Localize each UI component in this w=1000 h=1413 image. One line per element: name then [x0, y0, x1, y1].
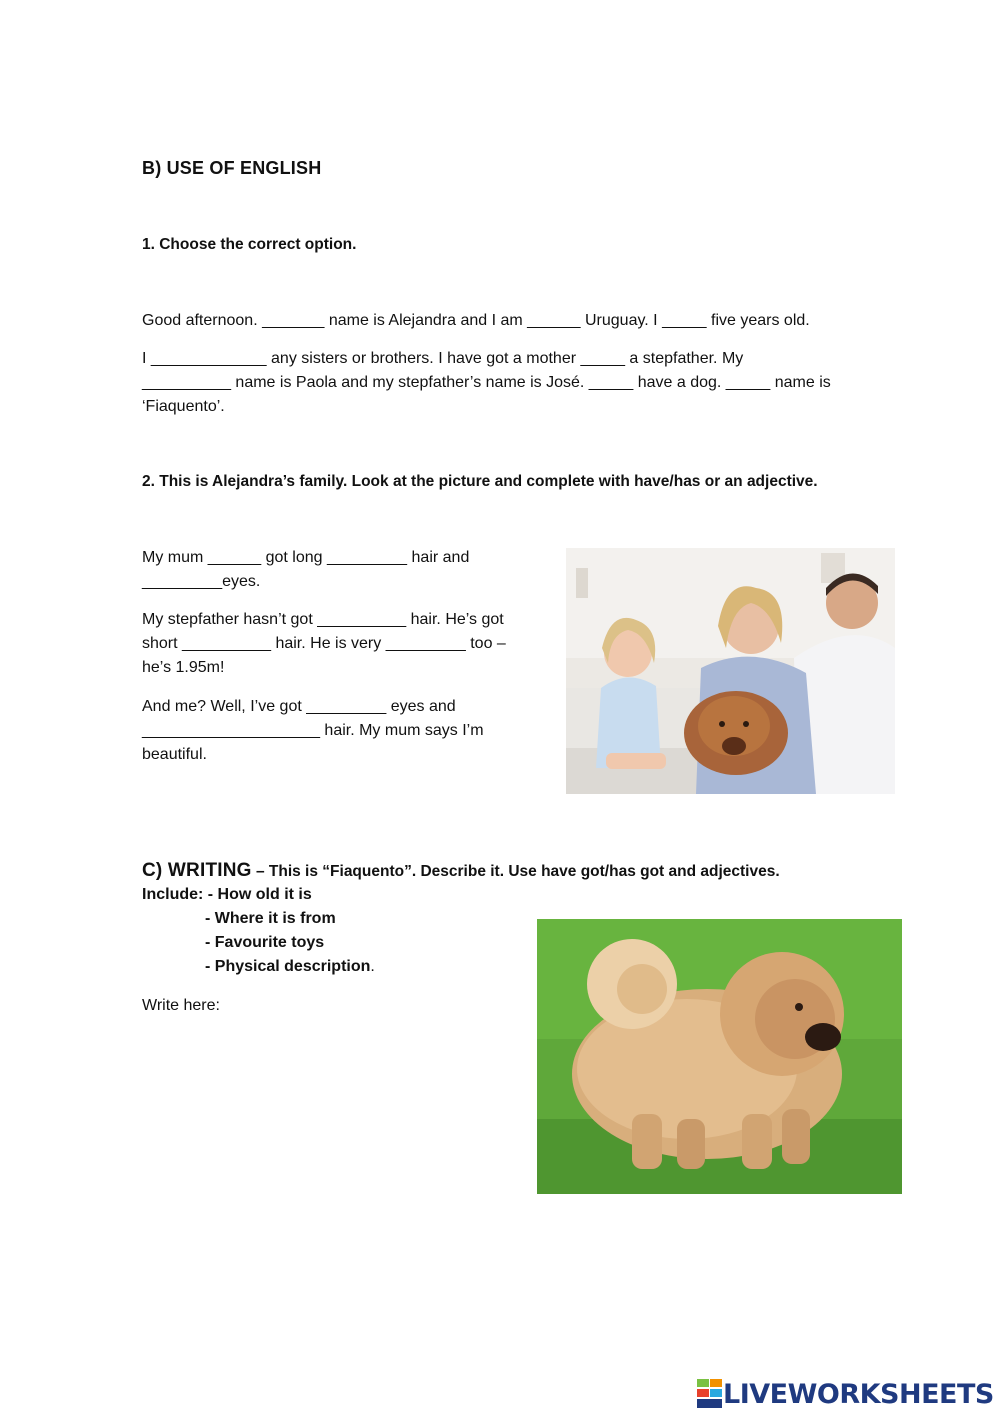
task1-paragraph-2 [142, 347, 872, 419]
task2-line: My mum ______ got long _________ hair and [142, 549, 470, 566]
task2-title: 2. This is Alejandra’s family. Look at the picture and complete with have/has or an adjective. [142, 473, 818, 490]
dog-photo-illustration [537, 919, 902, 1194]
family-photo [566, 548, 895, 794]
include-item: - Favourite toys [205, 934, 325, 951]
liveworksheets-logo-icon [697, 1379, 723, 1409]
include-item-period: . [370, 958, 375, 975]
include-line [142, 886, 312, 904]
liveworksheets-wordmark: LIVEWORKSHEETS [723, 1378, 994, 1410]
family-photo-illustration [566, 548, 895, 794]
task1-para2-line: __________ name is Paola and my stepfather’s name is José. _____ have a dog. _____ name is [142, 374, 831, 391]
task1-para2-line: ‘Fiaquento’. [142, 398, 225, 415]
include-item: - How old it is [207, 886, 312, 903]
include-item: - Physical description [205, 958, 371, 975]
task2-line: short __________ hair. He is very _________ too – [142, 635, 506, 652]
writing-heading-line [142, 860, 902, 882]
task2-line: _________eyes. [142, 573, 261, 590]
writing-instruction: – This is “Fiaquento”. Describe it. Use have got/has got and adjectives. [251, 863, 780, 880]
task2-paragraph-me [142, 695, 542, 767]
task2-line: he’s 1.95m! [142, 659, 225, 676]
dog-photo [537, 919, 902, 1194]
task2-paragraph-mum [142, 546, 542, 594]
task1-para2-line: I _____________ any sisters or brothers. I have got a mother _____ a stepfather. My [142, 350, 744, 367]
task2-line: beautiful. [142, 746, 207, 763]
task2-line: ____________________ hair. My mum says I’m [142, 722, 484, 739]
task1-paragraph-1: Good afternoon. _______ name is Alejandra and I am ______ Uruguay. I _____ five years old. [142, 312, 810, 329]
include-label: Include: [142, 886, 208, 903]
include-item-last [205, 958, 375, 976]
task2-line: My stepfather hasn’t got __________ hair. He’s got [142, 611, 504, 628]
task1-title: 1. Choose the correct option. [142, 236, 357, 253]
section-c-heading: C) WRITING [142, 860, 252, 881]
task2-paragraph-stepfather [142, 608, 542, 680]
include-item: - Where it is from [205, 910, 336, 927]
liveworksheets-logo [697, 1377, 994, 1411]
section-b-heading: B) USE OF ENGLISH [142, 158, 322, 178]
task2-line: And me? Well, I’ve got _________ eyes and [142, 698, 456, 715]
write-here-label: Write here: [142, 997, 220, 1014]
